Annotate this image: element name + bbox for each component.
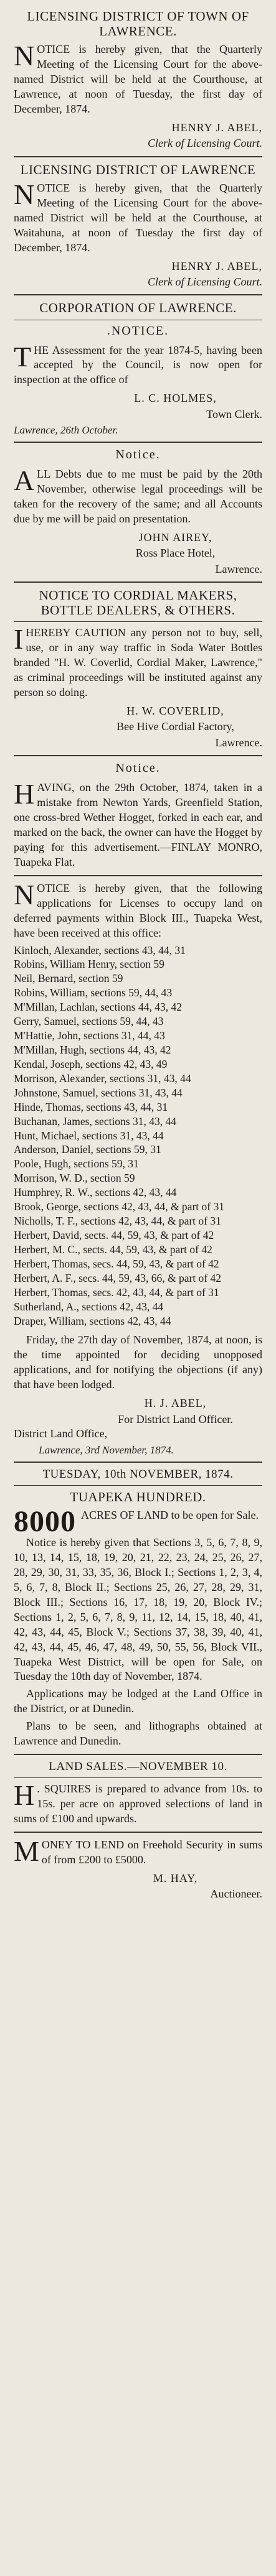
applicant-entry: Robins, William, sections 59, 44, 43	[14, 986, 173, 999]
divider	[14, 621, 262, 622]
ad-body-2: Applications may be lodged at the Land Office in the District, or at Dunedin.	[14, 1687, 262, 1715]
ad-lead-text: ACRES OF LAND to be open for Sale.	[81, 1509, 259, 1522]
signer-town: Lawrence.	[215, 562, 262, 575]
ad-body-text: OTICE is hereby given, that the Quarterly Meeting of the Licensing Court for the above-named District will be held at the Courthouse, at Waitahuna, at noon of Tuesday the first day of December, 1874.	[14, 181, 262, 254]
signer-name: HENRY J. ABEL,	[171, 259, 262, 272]
ad-heading: LICENSING DISTRICT OF TOWN OF LAWRENCE.	[27, 9, 249, 39]
ad-body-text: AVING, on the 29th October, 1874, taken in a mistake from Newton Yards, Greenfield Station, one cross-bred Wether Hogget, forked in each ear, and marked on the back, the owner can have the Hogget by paying for this advertisement.—FINLAY MONRO, Tuapeka Flat.	[14, 781, 262, 868]
signer-name: JOHN AIREY,	[138, 530, 212, 544]
applicant-entry: Herbert, A. F., secs. 44, 59, 43, 66, & part of 42	[14, 1271, 221, 1284]
applicant-entry: Neil, Bernard, section 59	[14, 972, 123, 985]
ad-body: Notice is hereby given that Sections 3, 5, 6, 7, 8, 9, 10, 13, 14, 15, 18, 19, 20, 21, 22, 23, 24, 25, 26, 27, 28, 29, 30, 31, 33, 35, 36, Block I.; Sections 1, 2, 3, 4, 5, 6, 7, 8, Block II.; Sections 25, 26, 27, 28, 29, 31, Block III.; Sections 16, 17, 18, 19, 20, Block IV.; Sections 1, 2, 5, 6, 7, 8, 9, 11, 12, 14, 15, 18, 40, 41, 42, 43, 44, 45, Block V.; Sections 37, 38, 39, 40, 41, 42, 43, 44, 45, 46, 47, 48, 49, 50, 55, 56, Block VII., Tuapeka West District, will be open for Sale, on Tuesday the 10th day of November, 1874.	[14, 1536, 262, 1683]
ad-heading: LICENSING DISTRICT OF LAWRENCE	[20, 162, 256, 177]
ad-lead	[14, 1505, 262, 1539]
drop-cap: A	[14, 465, 35, 497]
ad-body	[14, 1835, 262, 1868]
drop-cap: H	[14, 778, 35, 810]
ad-heading: TUAPEKA HUNDRED.	[70, 1489, 206, 1504]
signer-name: M. HAY,	[153, 1871, 198, 1884]
applicant-entry: Robins, William Henry, section 59	[14, 958, 164, 971]
ad-title: Notice.	[115, 448, 161, 462]
signer-role: Town Clerk.	[206, 407, 262, 420]
divider	[14, 581, 262, 583]
signer-role: For District Land Officer.	[118, 1412, 233, 1425]
signer-name: H. W. COVERLID,	[126, 704, 224, 717]
ad-body-text: HE Assessment for the year 1874-5, having been accepted by the Council, is now open for inspection at the office of	[14, 343, 262, 386]
ad-body	[14, 1779, 262, 1827]
divider	[14, 1485, 262, 1486]
ad-closing: Friday, the 27th day of November, 1874, at noon, is the time appointed for deciding unopposed applications, and for notifying the objections (if any) that have been lodged.	[14, 1333, 262, 1391]
applicant-entry: Buchanan, James, sections 31, 43, 44	[14, 1114, 176, 1128]
ad-cordial-makers	[14, 588, 262, 750]
acreage-figure: 8000	[14, 1505, 76, 1539]
drop-cap: H	[14, 1779, 35, 1812]
ad-heading: CORPORATION OF LAWRENCE.	[39, 300, 237, 316]
divider	[14, 1777, 262, 1778]
applicant-entry: Humphrey, R. W., sections 42, 43, 44	[14, 1186, 177, 1199]
drop-cap: I	[14, 623, 24, 656]
divider	[14, 1832, 262, 1833]
ad-land-sales	[14, 1760, 262, 1827]
divider	[14, 442, 262, 443]
ad-body	[14, 467, 262, 527]
ad-body-3: Plans to be seen, and lithographs obtained at Lawrence and Dunedin.	[14, 1720, 262, 1748]
ad-licensing-district	[14, 162, 262, 290]
drop-cap: N	[14, 178, 35, 210]
ad-body-text: OTICE is hereby given, that the following applications for Licenses to occupy land on deferred payments within Block III., Tuapeka West, have been received at this office:	[14, 881, 262, 939]
applicant-entry: Hinde, Thomas, sections 43, 44, 31	[14, 1100, 168, 1113]
ad-body-text: HEREBY CAUTION any person not to buy, sell, use, or in any way traffic in Soda Water Bottles branded "H. W. Coverlid, Cordial Maker, Lawrence," as criminal proceedings will be instituted against any person so doing.	[14, 626, 262, 699]
divider	[14, 875, 262, 876]
signer-name: HENRY J. ABEL,	[171, 121, 262, 134]
divider	[14, 755, 262, 756]
applicant-entry: Poole, Hugh, sections 59, 31	[14, 1157, 139, 1170]
divider	[14, 1754, 262, 1755]
ad-tuapeka-hundred	[14, 1468, 262, 1749]
ad-money-to-lend	[14, 1835, 262, 1902]
signer-role: Auctioneer.	[210, 1888, 262, 1901]
ad-heading: LAND SALES.—NOVEMBER 10.	[49, 1760, 227, 1774]
signer-role: Clerk of Licensing Court.	[148, 137, 262, 150]
ad-body	[14, 623, 262, 700]
office-name: District Land Office,	[14, 1427, 108, 1440]
ad-body-text: . SQUIRES is prepared to advance from 10s. to 15s. per acre on approved selections of land in sums of £100 and upwards.	[14, 1782, 262, 1825]
applicant-entry: Herbert, Thomas, secs. 42, 43, 44, & part of 31	[14, 1286, 219, 1299]
ad-body	[14, 340, 262, 388]
applicant-entry: Herbert, Thomas, secs. 44, 59, 43, & part of 42	[14, 1257, 219, 1270]
applicant-entry: Nicholls, T. F., sections 42, 43, 44, & part of 31	[14, 1215, 221, 1228]
drop-cap: T	[14, 340, 32, 373]
ad-body	[14, 178, 262, 256]
applicant-entry: Draper, William, sections 42, 43, 44	[14, 1314, 171, 1327]
signer-town: Lawrence.	[215, 736, 262, 749]
ad-hogget-notice	[14, 761, 262, 870]
applicant-list	[14, 943, 262, 1328]
divider	[14, 1462, 262, 1463]
applicant-entry: Hunt, Michael, sections 31, 43, 44	[14, 1129, 164, 1142]
ad-body-text: LL Debts due to me must be paid by the 20th November, otherwise legal proceedings will be taken for the recovery of the same; and all Accounts due by me will be paid on presentation.	[14, 468, 262, 525]
ad-dateline: TUESDAY, 10th NOVEMBER, 1874.	[42, 1467, 234, 1481]
drop-cap: N	[14, 878, 35, 910]
signer-address: Ross Place Hotel,	[135, 547, 216, 560]
applicant-entry: Herbert, David, sects. 44, 59, 43, & part of 42	[14, 1228, 214, 1241]
applicant-entry: Herbert, M. C., sects. 44, 59, 43, & part of 42	[14, 1243, 212, 1256]
applicant-entry: Anderson, Daniel, sections 59, 31	[14, 1143, 161, 1156]
applicant-entry: Sutherland, A., sections 42, 43, 44	[14, 1300, 164, 1313]
ad-body	[14, 878, 262, 941]
drop-cap: N	[14, 40, 35, 72]
divider	[14, 156, 262, 157]
ad-body-text: OTICE is hereby given, that the Quarterly Meeting of the Licensing Court for the above-named District will be held at the Courthouse, at Lawrence, at noon of Tuesday, the first day of December, 1874.	[14, 43, 262, 116]
applicant-entry: Gerry, Samuel, sections 59, 44, 43	[14, 1015, 164, 1028]
ad-date: Lawrence, 26th October.	[14, 424, 118, 437]
office-date: Lawrence, 3rd November, 1874.	[39, 1443, 174, 1456]
ad-title: .NOTICE.	[107, 323, 169, 338]
ad-title: Notice.	[115, 761, 161, 776]
signer-name: H. J. ABEL,	[144, 1397, 207, 1410]
signer-name: L. C. HOLMES,	[134, 392, 217, 405]
ad-airey-notice	[14, 448, 262, 577]
ad-body	[14, 778, 262, 870]
applicant-entry: M'Millan, Lachlan, sections 44, 43, 42	[14, 1001, 182, 1014]
drop-cap: M	[14, 1835, 39, 1867]
ad-body	[14, 42, 262, 117]
applicant-entry: Brook, George, sections 42, 43, 44, & part of 31	[14, 1200, 224, 1213]
signer-role: Clerk of Licensing Court.	[148, 275, 262, 288]
ad-land-applications	[14, 878, 262, 1457]
applicant-entry: M'Hattie, John, sections 31, 44, 43	[14, 1029, 165, 1042]
ad-body-text: ONEY TO LEND on Freehold Security in sums of from £200 to £5000.	[41, 1838, 262, 1866]
applicant-entry: Kinloch, Alexander, sections 43, 44, 31	[14, 943, 186, 957]
signer-business: Bee Hive Cordial Factory,	[117, 720, 234, 733]
applicant-entry: Kendal, Joseph, sections 42, 43, 49	[14, 1057, 168, 1070]
ad-corporation	[14, 300, 262, 437]
applicant-entry: Morrison, W. D., section 59	[14, 1172, 135, 1185]
ad-licensing-town	[14, 9, 262, 151]
applicant-entry: Morrison, Alexander, sections 31, 43, 44	[14, 1072, 191, 1085]
divider	[14, 294, 262, 295]
ad-heading: NOTICE TO CORDIAL MAKERS, BOTTLE DEALERS, & OTHERS.	[39, 588, 237, 618]
applicant-entry: Johnstone, Samuel, sections 31, 43, 44	[14, 1086, 183, 1099]
applicant-entry: M'Millan, Hugh, sections 44, 43, 42	[14, 1043, 171, 1056]
